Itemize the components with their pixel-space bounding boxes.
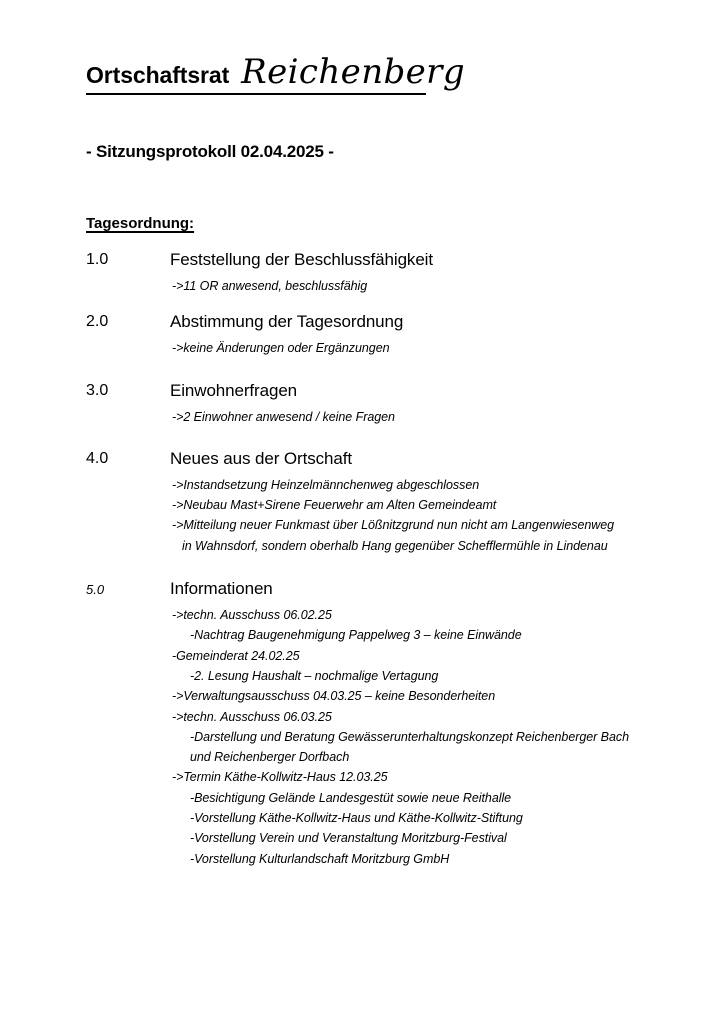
agenda-item-header [0,248,724,276]
agenda-item-number: 3.0 [86,381,109,399]
agenda-item-spacer [0,556,724,577]
agenda-list [0,248,724,893]
agenda-sub-list [0,475,724,556]
agenda-sub-line: ->Neubau Mast+Sirene Feuerwehr am Alten Gemeindeamt [172,498,497,513]
agenda-sub-line: ->2 Einwohner anwesend / keine Fragen [172,409,395,424]
agenda-item-header [0,379,724,407]
agenda-item-number: 4.0 [86,449,109,467]
agenda-item [0,310,724,378]
agenda-sub-line: ->Termin Käthe-Kollwitz-Haus 12.03.25 [172,770,388,785]
document-title-main: Ortschaftsrat [86,62,230,88]
agenda-item-number: 5.0 [86,582,105,598]
agenda-item-title: Einwohnerfragen [170,380,298,400]
agenda-item [0,577,724,893]
agenda-item-spacer [0,869,724,893]
agenda-item-title: Abstimmung der Tagesordnung [170,312,404,332]
agenda-item [0,379,724,447]
agenda-sub-line: -2. Lesung Haushalt – nochmalige Vertagung [190,668,439,683]
agenda-item-spacer [0,359,724,379]
agenda-sub-line: -Darstellung und Beratung Gewässerunterhaltungskonzept Reichenberger Bach [190,729,629,744]
agenda-item-header [0,577,724,605]
agenda-sub-line: ->11 OR anwesend, beschlussfähig [172,279,368,293]
agenda-sub-list [0,605,724,869]
agenda-sub-line: -Vorstellung Käthe-Kollwitz-Haus und Käthe-Kollwitz-Stiftung [190,811,523,826]
agenda-sub-line: in Wahnsdorf, sondern oberhalb Hang gegenüber Schefflermühle in Lindenau [182,538,608,553]
agenda-sub-line: ->techn. Ausschuss 06.03.25 [172,709,332,724]
agenda-item [0,447,724,577]
agenda-sub-list [0,407,724,427]
agenda-sub-line: ->Mitteilung neuer Funkmast über Lößnitzgrund nun nicht am Langenwiesenweg [172,518,615,533]
agenda-sub-list [0,338,724,358]
agenda-item-header [0,447,724,475]
document-subtitle: - Sitzungsprotokoll 02.04.2025 - [86,142,334,161]
agenda-item-number: 2.0 [86,313,109,331]
agenda-item [0,248,724,310]
agenda-sub-line: ->Instandsetzung Heinzelmännchenweg abgeschlossen [172,477,480,492]
agenda-sub-line: -Besichtigung Gelände Landesgestüt sowie neue Reithalle [190,790,512,805]
agenda-item-title: Informationen [170,579,273,599]
document-title-script: Reichenberg [241,52,465,92]
agenda-sub-line: -Vorstellung Verein und Veranstaltung Moritzburg-Festival [190,831,507,846]
agenda-item-spacer [0,427,724,447]
agenda-sub-line: und Reichenberger Dorfbach [190,750,350,765]
agenda-sub-line: -Vorstellung Kulturlandschaft Moritzburg GmbH [190,851,450,866]
agenda-item-title: Neues aus der Ortschaft [170,448,352,468]
agenda-sub-line: ->keine Änderungen oder Ergänzungen [172,341,390,356]
agenda-heading: Tagesordnung: [86,215,195,232]
agenda-item-header [0,310,724,338]
agenda-item-title: Feststellung der Beschlussfähigkeit [170,250,433,269]
agenda-sub-line: ->Verwaltungsausschuss 04.03.25 – keine Besonderheiten [172,689,496,704]
agenda-sub-line: ->techn. Ausschuss 06.02.25 [172,608,332,623]
document-title [86,52,646,98]
agenda-item-spacer [0,296,724,310]
agenda-item-number: 1.0 [86,251,109,268]
agenda-sub-list [0,276,724,296]
agenda-sub-line: -Gemeinderat 24.02.25 [172,648,300,663]
agenda-sub-line: -Nachtrag Baugenehmigung Pappelweg 3 – keine Einwände [190,628,522,643]
title-underline-rule [86,93,426,95]
